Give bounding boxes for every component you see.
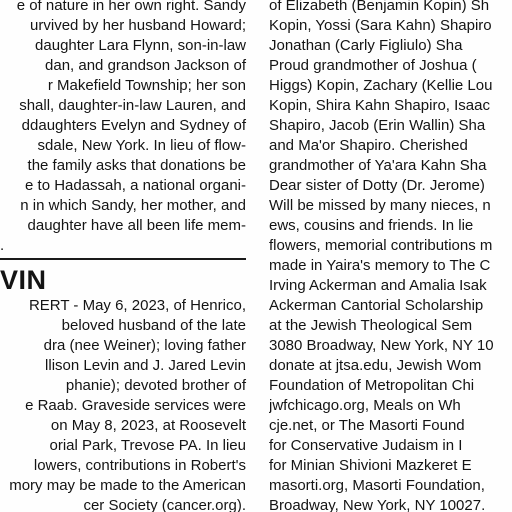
text-line: n in which Sandy, her mother, and (20, 197, 246, 214)
text-line: Irving Ackerman and Amalia Isak (269, 277, 487, 294)
text-line: dan, and grandson Jackson of (45, 57, 246, 74)
text-line: Proud grandmother of Joshua ( (269, 57, 477, 74)
text-line: ews, cousins and friends. In lie (269, 217, 474, 234)
text-line: shall, daughter-in-law Lauren, and (19, 97, 246, 114)
obituary-heading: VIN (0, 265, 47, 295)
text-line: phanie); devoted brother of (65, 377, 246, 394)
text-line: the family asks that donations be (27, 157, 246, 174)
text-line: grandmother of Ya'ara Kahn Sha (269, 157, 487, 174)
text-line: jwfchicago.org, Meals on Wh (269, 397, 461, 414)
text-line: 3080 Broadway, New York, NY 10 (269, 337, 494, 354)
text-line: r Makefield Township; her son (47, 77, 246, 94)
text-line: on May 8, 2023, at Roosevelt (50, 417, 246, 434)
text-line: Ackerman Cantorial Scholarship (269, 297, 484, 314)
text-line: lowers, contributions in Robert's (33, 457, 246, 474)
text-line: Shapiro, Jacob (Erin Wallin) Sha (269, 117, 486, 134)
text-line: sdale, New York. In lieu of flow- (37, 137, 246, 154)
section-divider (0, 258, 246, 260)
text-line: cer Society (cancer.org). (83, 497, 246, 512)
text-line: ddaughters Evelyn and Sydney of (21, 117, 246, 134)
text-line: dra (nee Weiner); loving father (43, 337, 246, 354)
text-line: e Raab. Graveside services were (25, 397, 246, 414)
text-line: daughter Lara Flynn, son-in-law (35, 37, 246, 54)
text-line: llison Levin and J. Jared Levin (45, 357, 246, 374)
text-line: Broadway, New York, NY 10027. (269, 497, 486, 512)
text-line: . (0, 237, 5, 254)
text-line: Kopin, Yossi (Sara Kahn) Shapiro (269, 17, 492, 34)
text-line: flowers, memorial contributions m (269, 237, 493, 254)
text-line: of Elizabeth (Benjamin Kopin) Sh (269, 0, 490, 14)
text-line: Jonathan (Carly Figliulo) Sha (269, 37, 463, 54)
text-line: mory may be made to the American (9, 477, 246, 494)
right-column (269, 0, 512, 512)
text-line: Will be missed by many nieces, n (269, 197, 491, 214)
text-line: Dear sister of Dotty (Dr. Jerome) (269, 177, 485, 194)
text-line: at the Jewish Theological Sem (269, 317, 473, 334)
text-line: e to Hadassah, a national organi- (25, 177, 246, 194)
text-line: Foundation of Metropolitan Chi (269, 377, 475, 394)
text-line: and Ma'or Shapiro. Cherished (269, 137, 468, 154)
text-line: cje.net, or The Masorti Found (269, 417, 465, 434)
text-line: urvived by her husband Howard; (30, 17, 246, 34)
text-line: made in Yaira's memory to The C (269, 257, 491, 274)
text-line: RERT - May 6, 2023, of Henrico, (28, 297, 246, 314)
text-line: masorti.org, Masorti Foundation, (269, 477, 485, 494)
text-line: Kopin, Shira Kahn Shapiro, Isaac (269, 97, 490, 114)
text-line: e of nature in her own right. Sandy (16, 0, 246, 14)
text-line: Higgs) Kopin, Zachary (Kellie Lou (269, 77, 493, 94)
text-line: daughter have all been life mem- (27, 217, 246, 234)
text-line: donate at jtsa.edu, Jewish Wom (269, 357, 482, 374)
text-line: orial Park, Trevose PA. In lieu (49, 437, 246, 454)
left-column (0, 0, 248, 512)
text-line: for Conservative Judaism in I (269, 437, 463, 454)
text-line: for Minian Shivioni Mazkeret E (269, 457, 472, 474)
text-line: beloved husband of the late (61, 317, 246, 334)
